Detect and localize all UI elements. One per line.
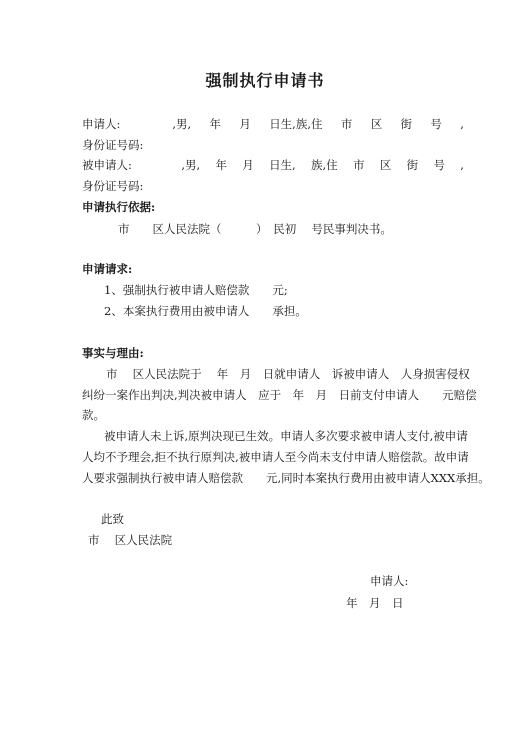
facts-line: 被申请人未上诉,原判决现已生效。申请人多次要求被申请人支付,被申请 (104, 429, 468, 443)
request-item: 2、本案执行费用由被申请人 承担。 (104, 304, 307, 318)
respondent-year: 年 (215, 158, 227, 172)
signature-date: 年 月 日 (346, 596, 404, 610)
respondent-born: 日生, (269, 158, 296, 172)
request-item: 1、强制执行被申请人赔偿款 元; (104, 283, 288, 297)
closing-court: 市 区人民法院 (88, 533, 173, 547)
respondent-line (82, 160, 464, 172)
facts-line: 人均不予理会,拒不执行原判决,被申请人至今尚未支付申请人赔偿款。故申请 (82, 450, 469, 464)
applicant-label: 申请人: (82, 117, 121, 131)
respondent-district: 区 (379, 158, 392, 172)
signature-label: 申请人: (370, 574, 409, 588)
applicant-district: 区 (370, 117, 383, 131)
respondent-comma: , (460, 158, 464, 172)
applicant-number: 号 (430, 117, 442, 131)
basis-heading: 申请执行依据: (82, 200, 156, 214)
applicant-city: 市 (340, 117, 353, 131)
closing-salutation: 此致 (101, 512, 124, 526)
respondent-gender: ,男, (181, 158, 201, 172)
applicant-born: 日生,族,住 (269, 117, 323, 131)
applicant-year: 年 (209, 117, 221, 131)
applicant-street: 街 (400, 117, 413, 131)
applicant-month: 月 (239, 117, 251, 131)
applicant-id-label: 身份证号码: (82, 138, 144, 152)
facts-heading: 事实与理由: (82, 346, 144, 360)
facts-line: 款。 (82, 408, 105, 422)
respondent-street: 街 (406, 158, 419, 172)
applicant-line (82, 119, 464, 131)
respondent-city: 市 (353, 158, 365, 172)
respondent-month: 月 (242, 158, 254, 172)
applicant-gender: ,男, (172, 117, 192, 131)
respondent-id-label: 身份证号码: (82, 179, 144, 193)
applicant-comma: , (460, 117, 464, 131)
respondent-number: 号 (433, 158, 445, 172)
facts-line: 人要求强制执行被申请人赔偿款 元,同时本案执行费用由被申请人XXX承担。 (82, 471, 490, 485)
requests-heading: 申请请求: (82, 262, 133, 276)
respondent-ethnic: 族,住 (311, 158, 338, 172)
basis-text: 市 区人民法院（ ） 民初 号民事判决书。 (118, 222, 392, 236)
respondent-label: 被申请人: (82, 158, 132, 172)
document-title: 强制执行申请书 (205, 71, 325, 90)
facts-line: 市 区人民法院于 年 月 日就申请人 诉被申请人 人身损害侵权 (106, 367, 470, 381)
facts-line: 纠纷一案作出判决,判决被申请人 应于 年 月 日前支付申请人 元赔偿 (82, 388, 477, 402)
